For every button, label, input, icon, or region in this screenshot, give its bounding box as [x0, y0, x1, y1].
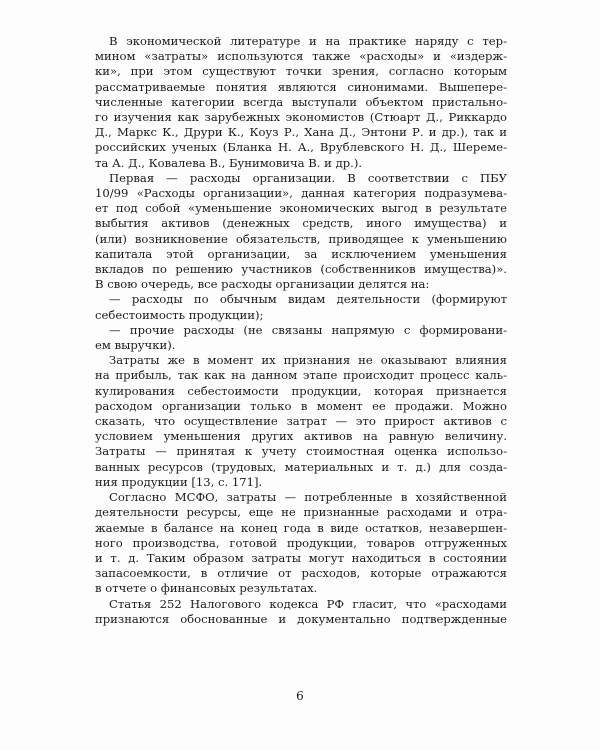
page-number: 6 [296, 689, 304, 703]
text-line: ет под собой «уменьшение экономических выгод в результате [95, 201, 507, 216]
text-line: В свою очередь, все расходы организации делятся на: [95, 277, 430, 292]
text-line: (или) возникновение обязательств, приводящее к уменьшению [95, 231, 507, 246]
text-line: ния продукции [13, с. 171]. [95, 474, 263, 489]
text-line: условием уменьшения других активов на равную величину. [95, 429, 507, 444]
text-line: рассматриваемые понятия являются синонимами. Вышепере- [95, 79, 507, 94]
text-line: российских ученых (Бланка Н. А., Врублевского Н. Д., Шереме- [95, 140, 507, 155]
text-line: себестоимость продукции); [95, 307, 264, 322]
text-line: деятельности ресурсы, еще не признанные расходами и отра- [95, 505, 507, 520]
text-line: Статья 252 Налогового кодекса РФ гласит, что «расходами [109, 596, 507, 611]
text-line: мином «затраты» используются также «расходы» и «издерж- [95, 49, 507, 64]
text-line: ванных ресурсов (трудовых, материальных и т. д.) для созда- [95, 459, 507, 474]
text-line: го изучения как зарубежных экономистов (Стюарт Д., Риккардо [95, 110, 507, 125]
text-line: вкладов по решению участников (собственников имущества)». [95, 262, 507, 277]
text-line: численные категории всегда выступали объектом пристально- [95, 94, 507, 109]
list-item: — прочие расходы (не связаны напрямую с формировани- [109, 322, 507, 337]
text-line: Первая — расходы организации. В соответствии с ПБУ [109, 170, 507, 185]
text-line: в отчете о финансовых результатах. [95, 581, 318, 596]
text-line: капитала этой организации, за исключением уменьшения [95, 246, 507, 261]
text-line: и т. д. Таким образом затраты могут находиться в состоянии [95, 550, 507, 565]
text-line: признаются обоснованные и документально подтвержденные [95, 611, 507, 626]
text-line: Затраты — принятая к учету стоимостная оценка использо- [95, 444, 507, 459]
text-line: кулирования себестоимости продукции, которая признается [95, 383, 507, 398]
text-line: запасоемкости, в отличие от расходов, которые отражаются [95, 566, 507, 581]
text-line: ем выручки). [95, 338, 176, 353]
text-line: В экономической литературе и на практике наряду с тер- [109, 34, 507, 48]
text-line: Затраты же в момент их признания не оказывают влияния [109, 353, 507, 368]
text-line: Д., Маркс К., Друри К., Коуз Р., Хана Д., Энтони Р. и др.), так и [95, 125, 507, 140]
list-item: — расходы по обычным видам деятельности (формируют [109, 292, 507, 307]
text-line: жаемые в балансе на конец года в виде остатков, незавершен- [95, 520, 507, 535]
body-text [95, 34, 507, 627]
text-line: ки», при этом существуют точки зрения, согласно которым [95, 64, 507, 79]
text-line: сказать, что осуществление затрат — это прирост активов с [95, 414, 507, 429]
text-line: та А. Д., Ковалева В., Бунимовича В. и др.). [95, 155, 363, 170]
text-line: расходом организации только в момент ее продажи. Можно [95, 398, 507, 413]
text-line: 10/99 «Расходы организации», данная категория подразумева- [95, 186, 507, 201]
text-line: Согласно МСФО, затраты — потребленные в хозяйственной [109, 490, 507, 505]
text-line: выбытия активов (денежных средств, иного имущества) и [95, 216, 507, 231]
text-line: на прибыль, так как на данном этапе происходит процесс каль- [95, 368, 507, 383]
text-line: ного производства, готовой продукции, товаров отгруженных [95, 535, 507, 550]
